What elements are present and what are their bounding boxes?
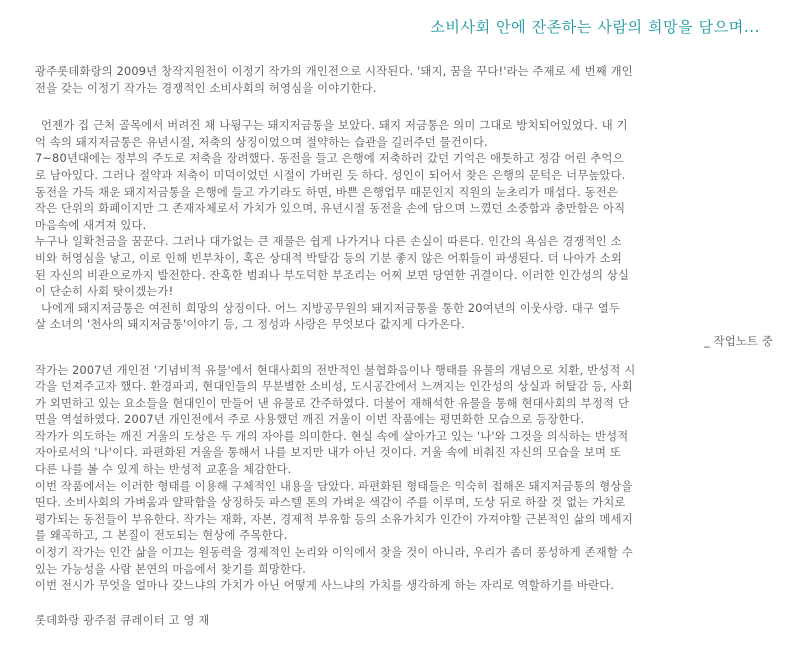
body-line: 각을 던져주고자 했다. 환경파괴, 현대인들의 무분별한 소비성, 도시공간에서 느껴지는 인간성의 상실과 허탈감 등, 사회 [35, 380, 633, 394]
work-note-source: _ 작업노트 중 [704, 334, 773, 348]
body-line: 자아로서의 '나'이다. 파편화된 거울을 통해서 나를 보지만 내가 아닌 것이다. 거울 속에 비춰진 자신의 모습을 보며 또 [35, 446, 622, 460]
work-note-line: 동전을 가득 채운 돼지저금통을 은행에 들고 가기라도 하면, 바쁜 은행업무 때문인지 직원의 눈초리가 매섭다. 동전은 [35, 185, 618, 199]
body-line: 작가는 2007년 개인전 '기념비적 유물'에서 현대사회의 전반적인 불협화음이나 행태를 유물의 개념으로 치환, 반성적 시 [35, 363, 636, 377]
work-note-line: 언젠가 집 근처 골목에서 버려진 채 나뒹구는 돼지저금통을 보았다. 돼지 저금통은 의미 그대로 방치되어있었다. 내 기 [41, 119, 628, 133]
work-note-line: 7~80년대에는 정부의 주도로 저축을 장려했다. 동전을 들고 은행에 저축하러 갔던 기억은 애틋하고 정감 어린 추억으 [35, 152, 624, 166]
body-line: 이번 작품에서는 이러한 형태를 이용해 구체적인 내용을 담았다. 파편화된 형태들은 익숙히 접해온 돼지저금통의 형상을 [35, 479, 633, 493]
work-note-line: 마음속에 새겨져 있다. [35, 218, 147, 232]
curator-signature: 롯데화랑 광주점 큐레이터 고 영 재 [35, 613, 210, 627]
article-title: 소비사회 안에 잔존하는 사람의 희망을 담으며... [430, 18, 760, 36]
article-body [35, 64, 775, 629]
body-line: 이정기 작가는 인간 삶을 이끄는 원동력을 경제적인 논리와 이익에서 찾을 것이 아니라, 우리가 좀더 풍성하게 존재할 수 [35, 546, 633, 560]
body-line: 있는 가능성을 사람 본연의 마음에서 찾기를 희망한다. [35, 562, 307, 576]
work-note-line: 나에게 돼지저금통은 여전히 희망의 상징이다. 어느 지방공무원의 돼지저금통을 통한 20여년의 이웃사랑. 대구 열두 [41, 301, 621, 315]
work-note-line: 된 자신의 비관으로까지 발전한다. 잔혹한 범죄나 부도덕한 부조리는 어찌 보면 당연한 귀결이다. 이러한 인간성의 상실 [35, 268, 630, 282]
body-line: 이번 전시가 무엇을 얼마나 갖느냐의 가치가 아닌 어떻게 사느냐의 가치를 생각하게 하는 자리로 역할하기를 바란다. [35, 579, 615, 593]
body-line: 띤다. 소비사회의 가벼움과 얄팍함을 상징하듯 파스텔 톤의 가벼운 색감이 주를 이루며, 도상 뒤로 하잘 것 없는 가치로 [35, 496, 626, 510]
work-note-line: 누구나 일확천금을 꿈꾼다. 그러나 대가없는 큰 재물은 쉽게 나가거나 다른 손실이 따른다. 인간의 욕심은 경쟁적인 소 [35, 235, 622, 249]
body-line: 를 왜곡하고, 그 본질이 전도되는 현상에 주목한다. [35, 529, 288, 543]
body-line: 가 외면하고 있는 요소들을 현대인이 만들어 낸 유물로 간주하였다. 더불어 재해석한 유물을 통해 현대사회의 부정적 단 [35, 396, 630, 410]
work-note-line: 로 남아있다. 그러나 절약과 저축이 미덕이었던 시절이 가버린 듯 하다. 성인이 되어서 찾은 은행의 문턱은 너무높았다. [35, 168, 626, 182]
intro-line: 광주롯데화랑의 2009년 창작지원전이 이정기 작가의 개인전으로 시작된다. '돼지, 꿈을 꾸다!'라는 주제로 세 번째 개인 [35, 65, 633, 78]
work-note-line: 이 단순히 사회 탓이겠는가! [35, 285, 174, 299]
intro-line: 전을 갖는 이정기 작가는 경쟁적인 소비사회의 허영심을 이야기한다. [35, 81, 377, 95]
body-line: 평가되는 동전들이 부유한다. 작가는 재화, 자본, 경제적 부유함 등의 소유가치가 인간이 가져야할 근본적인 삶의 메세지 [35, 512, 633, 526]
body-line: 면을 역설하였다. 2007년 개인전에서 주로 사용했던 깨진 거울이 이번 작품에는 평면화한 모습으로 등장한다. [35, 413, 585, 427]
work-note-line: 억 속의 돼지저금통은 유년시절, 저축의 상징이었으며 절약하는 습관을 길러주던 물건이다. [35, 135, 488, 149]
work-note-line: 작은 단위의 화폐이지만 그 존재자체로서 가치가 있으며, 유년시절 동전을 손에 담으며 느꼈던 소중함과 충만함은 아직 [35, 202, 626, 216]
body-line: 작가가 의도하는 깨진 거울의 도상은 두 개의 자아를 의미한다. 현실 속에 살아가고 있는 '나'와 그것을 의식하는 반성적 [35, 429, 629, 443]
work-note-line: 살 소녀의 '천사의 돼지저금통'이야기 등, 그 정성과 사랑은 무엇보다 값지게 다가온다. [35, 318, 465, 332]
body-line: 다른 나를 볼 수 있게 하는 반성적 교훈을 체감한다. [35, 463, 292, 477]
work-note-line: 비와 허영심을 낳고, 이로 인해 빈부차이, 혹은 상대적 박탈감 등의 기분 좋지 않은 어휘들이 파생된다. 더 나아가 소외 [35, 251, 623, 265]
